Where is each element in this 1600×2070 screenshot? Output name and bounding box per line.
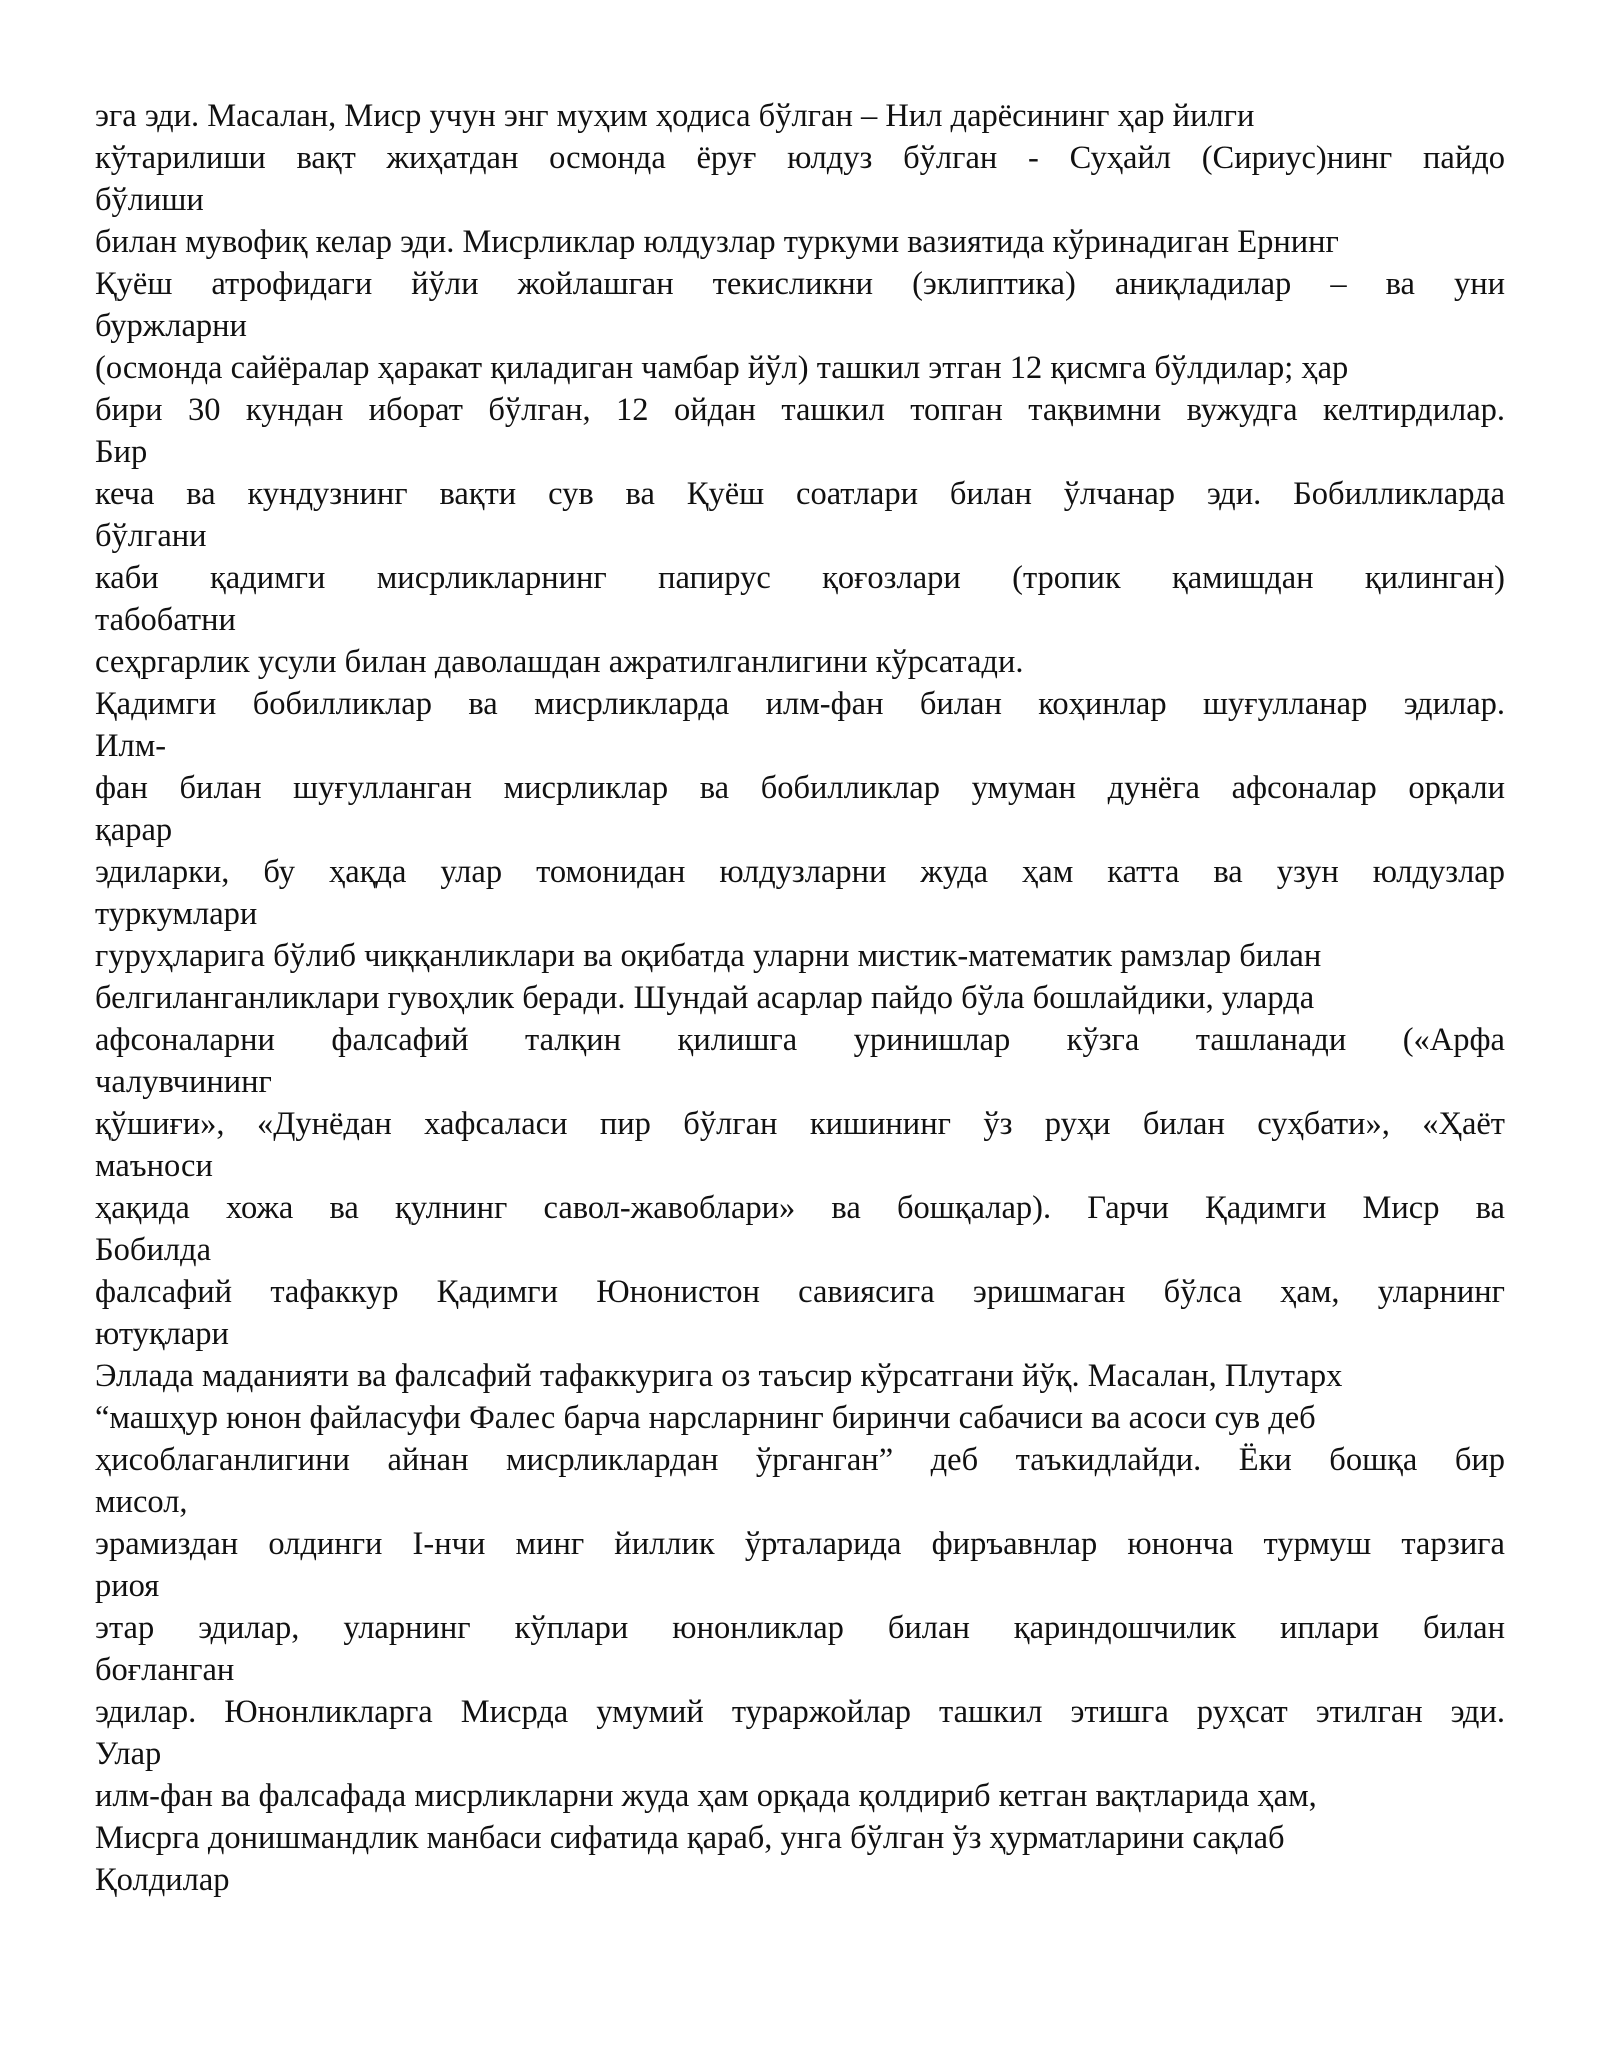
text-line: эга эди. Масалан, Миср учун энг муҳим ҳодиса бўлган – Нил дарёсининг ҳар йилги xyxy=(95,98,1255,134)
text-line: афсоналарни фалсафий талқин қилишга уринишлар кўзга ташланади («Арфа xyxy=(95,1022,1505,1058)
text-line: илм-фан ва фалсафада мисрликларни жуда ҳам орқада қолдириб кетган вақтларида ҳам, xyxy=(95,1778,1317,1814)
text-line: буржларни xyxy=(95,308,247,344)
text-line: кеча ва кундузнинг вақти сув ва Қуёш соатлари билан ўлчанар эди. Бобилликларда xyxy=(95,476,1505,512)
text-line: Бобилда xyxy=(95,1232,212,1268)
text-line: риоя xyxy=(95,1568,160,1604)
text-line: Улар xyxy=(95,1736,162,1772)
text-line: маъноси xyxy=(95,1148,213,1184)
text-line: чалувчининг xyxy=(95,1064,272,1100)
text-line: қўшиғи», «Дунёдан хафсаласи пир бўлган кишининг ўз руҳи билан суҳбати», «Ҳаёт xyxy=(95,1106,1505,1142)
text-line: мисол, xyxy=(95,1484,188,1520)
text-line: фалсафий тафаккур Қадимги Юнонистон савиясига эришмаган бўлса ҳам, уларнинг xyxy=(95,1274,1505,1310)
text-line: боғланган xyxy=(95,1652,235,1688)
text-line: гуруҳларига бўлиб чиққанликлари ва оқибатда уларни мистик-математик рамзлар билан xyxy=(95,938,1322,974)
text-line: Илм- xyxy=(95,728,167,764)
text-line: эрамиздан олдинги I-нчи минг йиллик ўрталарида фиръавнлар юнонча турмуш тарзига xyxy=(95,1526,1505,1562)
text-line: кўтарилиши вақт жиҳатдан осмонда ёруғ юлдуз бўлган - Суҳайл (Сириус)нинг пайдо xyxy=(95,140,1505,176)
text-line: бўлиши xyxy=(95,182,204,218)
text-line: табобатни xyxy=(95,602,236,638)
text-line: билан мувофиқ келар эди. Мисрликлар юлдузлар туркуми вазиятида кўринадиган Ернинг xyxy=(95,224,1339,260)
text-line: белгиланганликлари гувоҳлик беради. Шундай асарлар пайдо бўла бошлайдики, уларда xyxy=(95,980,1315,1016)
text-line: эдиларки, бу ҳақда улар томонидан юлдузларни жуда ҳам катта ва узун юлдузлар xyxy=(95,854,1505,890)
text-line: Қолдилар xyxy=(95,1862,230,1898)
text-line: этар эдилар, уларнинг кўплари юнонликлар билан қариндошчилик иплари билан xyxy=(95,1610,1505,1646)
text-line: каби қадимги мисрликларнинг папирус қоғозлари (тропик қамишдан қилинган) xyxy=(95,560,1505,596)
text-line: ютуқлари xyxy=(95,1316,229,1352)
text-line: Қуёш атрофидаги йўли жойлашган текисликни (эклиптика) аниқладилар – ва уни xyxy=(95,266,1505,302)
text-line: қарар xyxy=(95,812,173,848)
text-line: бўлгани xyxy=(95,518,207,554)
text-line: Мисрга донишмандлик манбаси сифатида қараб, унга бўлган ўз ҳурматларини сақлаб xyxy=(95,1820,1285,1856)
text-line: “машҳур юнон файласуфи Фалес барча нарсларнинг биринчи сабачиси ва асоси сув деб xyxy=(95,1400,1316,1436)
text-line: Бир xyxy=(95,434,148,470)
text-line: сеҳргарлик усули билан даволашдан ажратилганлигини кўрсатади. xyxy=(95,644,1024,680)
text-line: (осмонда сайёралар ҳаракат қиладиган чамбар йўл) ташкил этган 12 қисмга бўлдилар; ҳар xyxy=(95,350,1349,386)
text-line: эдилар. Юнонликларга Мисрда умумий тураржойлар ташкил этишга руҳсат этилган эди. xyxy=(95,1694,1505,1730)
text-line: ҳақида хожа ва қулнинг савол-жавоблари» ва бошқалар). Гарчи Қадимги Миср ва xyxy=(95,1190,1505,1226)
text-line: Қадимги бобилликлар ва мисрликларда илм-фан билан коҳинлар шуғулланар эдилар. xyxy=(95,686,1505,722)
document-body-text xyxy=(95,95,1505,1901)
text-line: фан билан шуғулланган мисрликлар ва бобилликлар умуман дунёга афсоналар орқали xyxy=(95,770,1505,806)
text-line: Эллада маданияти ва фалсафий тафаккурига оз таъсир кўрсатгани йўқ. Масалан, Плутарх xyxy=(95,1358,1343,1394)
text-line: туркумлари xyxy=(95,896,258,932)
text-line: бири 30 кундан иборат бўлган, 12 ойдан ташкил топган тақвимни вужудга келтирдилар. xyxy=(95,392,1505,428)
text-line: ҳисоблаганлигини айнан мисрликлардан ўрганган” деб таъкидлайди. Ёки бошқа бир xyxy=(95,1442,1505,1478)
